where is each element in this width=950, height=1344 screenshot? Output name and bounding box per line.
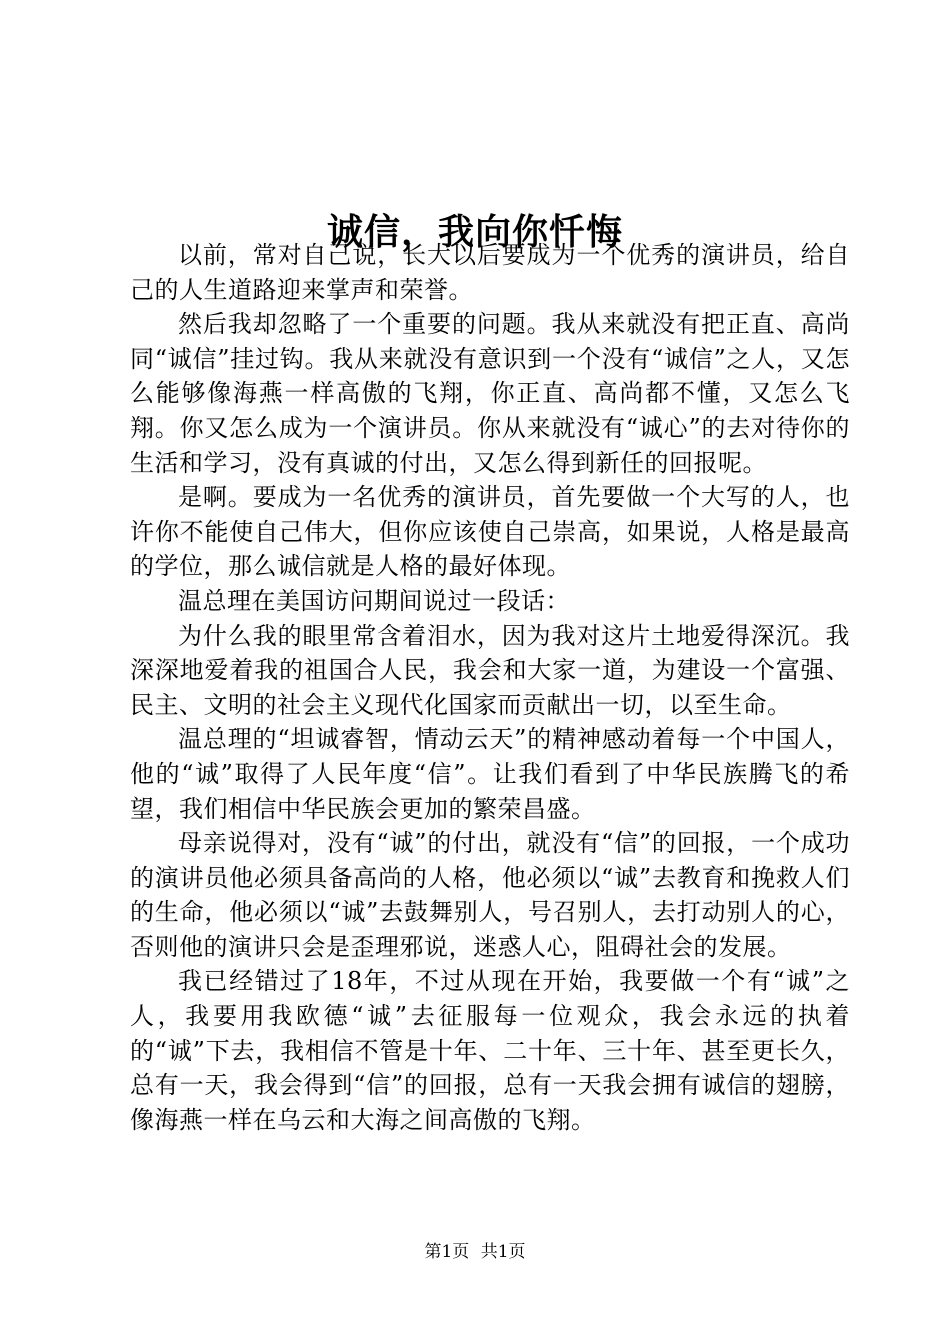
paragraph-5: 为什么我的眼里常含着泪水，因为我对这片土地爱得深沉。我深深地爱着我的祖国合人民，我会和大家一道，为建设一个富强、民主、文明的社会主义现代化国家而贡献出一切，以至生命。 — [130, 621, 850, 719]
page-number: 第1页 — [424, 1242, 470, 1262]
paragraph-4: 温总理在美国访问期间说过一段话： — [178, 586, 570, 615]
paragraph-7: 母亲说得对，没有“诚”的付出，就没有“信”的回报，一个成功的演讲员他必须具备高尚的人格，他必须以“诚”去教育和挽救人们的生命，他必须以“诚”去鼓舞别人，号召别人，去打动别人的心，否则他的演讲只会是歪理邪说，迷惑人心，阻碍社会的发展。 — [130, 829, 850, 961]
page-total: 共1页 — [480, 1242, 526, 1262]
paragraph-6: 温总理的“坦诚睿智，情动云天”的精神感动着每一个中国人，他的“诚”取得了人民年度“信”。让我们看到了中华民族腾飞的希望，我们相信中华民族会更加的繁荣昌盛。 — [130, 725, 850, 823]
page-footer — [0, 1240, 950, 1264]
paragraph-2: 然后我却忽略了一个重要的问题。我从来就没有把正直、高尚同“诚信”挂过钩。我从来就没有意识到一个没有“诚信”之人，又怎么能够像海燕一样高傲的飞翔，你正直、高尚都不懂，又怎么飞翔。你又怎么成为一个演讲员。你从来就没有“诚心”的去对待你的生活和学习，没有真诚的付出，又怎么得到新任的回报呢。 — [130, 310, 850, 477]
document-body — [130, 238, 850, 1137]
paragraph-3: 是啊。要成为一名优秀的演讲员，首先要做一个大写的人，也许你不能使自己伟大，但你应该使自己崇高，如果说，人格是最高的学位，那么诚信就是人格的最好体现。 — [130, 483, 850, 581]
document-title: 诚信，我向你忏悔 — [326, 211, 623, 254]
paragraph-1: 以前，常对自己说，长大以后要成为一个优秀的演讲员，给自己的人生道路迎来掌声和荣誉。 — [130, 241, 850, 304]
paragraph-8: 我已经错过了18年，不过从现在开始，我要做一个有“诚”之人，我要用我欧德“诚”去征服每一位观众，我会永远的执着的“诚”下去，我相信不管是十年、二十年、三十年、甚至更长久，总有一天，我会得到“信”的回报，总有一天我会拥有诚信的翅膀，像海燕一样在乌云和大海之间高傲的飞翔。 — [130, 967, 850, 1134]
